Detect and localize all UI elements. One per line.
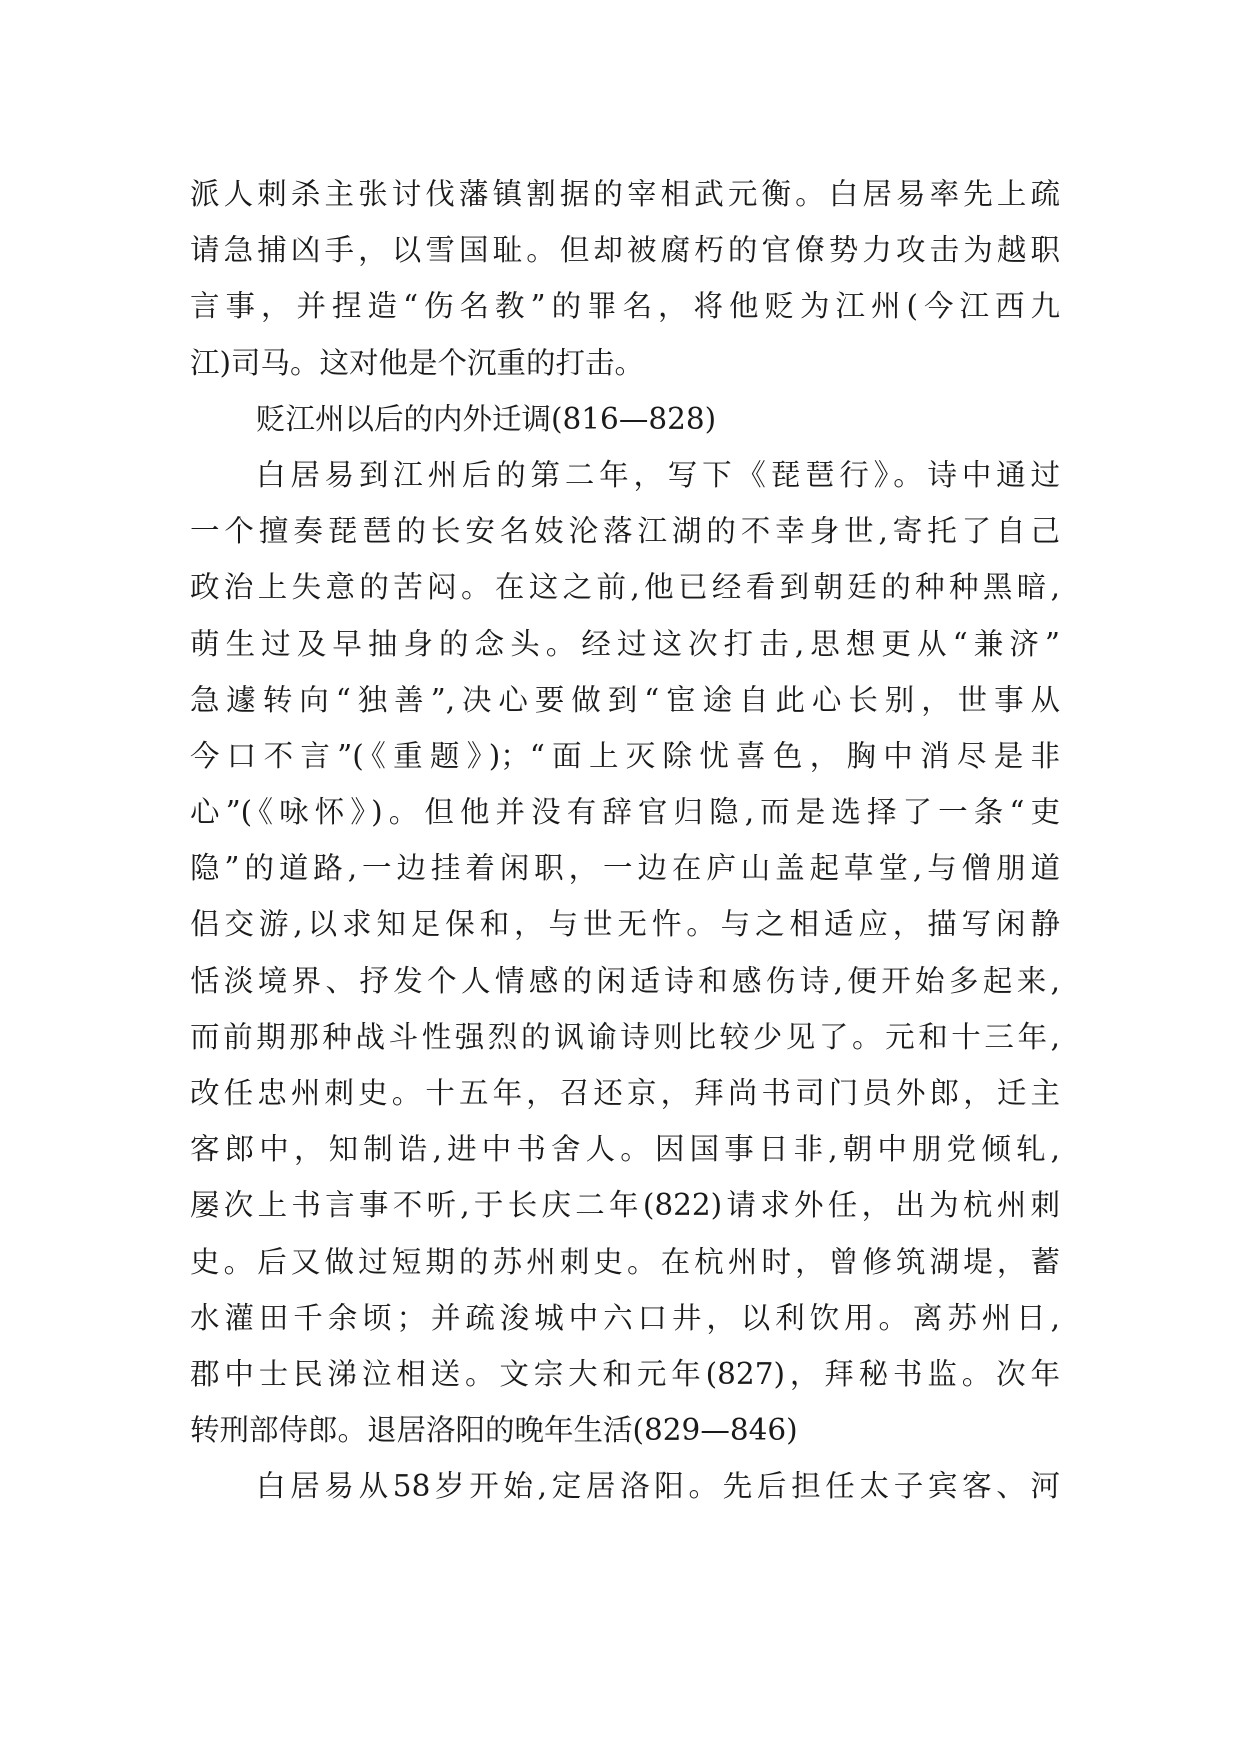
- text-line: 转刑部侍郎。退居洛阳的晚年生活(829—846): [190, 1413, 798, 1448]
- text-line: 隐”的道路,一边挂着闲职，一边在庐山盖起草堂,与僧朋道: [190, 851, 1060, 886]
- text-line: 郡中士民涕泣相送。文宗大和元年(827)，拜秘书监。次年: [190, 1356, 1060, 1391]
- text-line: 史。后又做过短期的苏州刺史。在杭州时，曾修筑湖堤，蓄: [190, 1244, 1060, 1279]
- text-line: 心”(《咏怀》)。但他并没有辞官归隐,而是选择了一条“吏: [190, 795, 1060, 830]
- text-line: 急遽转向“独善”,决心要做到“宦途自此心长别，世事从: [190, 682, 1060, 717]
- text-line: 而前期那种战斗性强烈的讽谕诗则比较少见了。元和十三年,: [190, 1019, 1060, 1054]
- text-line: 改任忠州刺史。十五年，召还京，拜尚书司门员外郎，迁主: [190, 1076, 1060, 1110]
- text-line: 请急捕凶手，以雪国耻。但却被腐朽的官僚势力攻击为越职: [190, 233, 1060, 268]
- text-line: 白居易到江州后的第二年，写下《琵琶行》。诗中通过: [256, 457, 1060, 492]
- text-line: 侣交游,以求知足保和，与世无忤。与之相适应，描写闲静: [190, 907, 1060, 942]
- section-heading: 贬江州以后的内外迁调(816—828): [256, 401, 717, 436]
- text-line: 萌生过及早抽身的念头。经过这次打击,思想更从“兼济”: [190, 626, 1060, 661]
- text-line: 今口不言”(《重题》)；“面上灭除忧喜色，胸中消尽是非: [190, 738, 1060, 773]
- text-line: 水灌田千余顷；并疏浚城中六口井，以利饮用。离苏州日,: [190, 1300, 1060, 1335]
- text-line: 一个擅奏琵琶的长安名妓沦落江湖的不幸身世,寄托了自己: [190, 514, 1060, 549]
- text-line: 言事，并捏造“伤名教”的罪名，将他贬为江州(今江西九: [190, 289, 1060, 324]
- body-text: [190, 166, 1060, 1515]
- text-line: 白居易从58岁开始,定居洛阳。先后担任太子宾客、河: [256, 1469, 1060, 1504]
- text-line: 派人刺杀主张讨伐藩镇割据的宰相武元衡。白居易率先上疏: [190, 177, 1060, 211]
- text-line: 恬淡境界、抒发个人情感的闲适诗和感伤诗,便开始多起来,: [190, 963, 1060, 998]
- text-line: 客郎中，知制诰,进中书舍人。因国事日非,朝中朋党倾轧,: [190, 1132, 1060, 1167]
- text-line: 政治上失意的苦闷。在这之前,他已经看到朝廷的种种黑暗,: [190, 570, 1060, 605]
- text-line: 屡次上书言事不听,于长庆二年(822)请求外任，出为杭州刺: [190, 1188, 1060, 1223]
- text-line: 江)司马。这对他是个沉重的打击。: [190, 345, 645, 380]
